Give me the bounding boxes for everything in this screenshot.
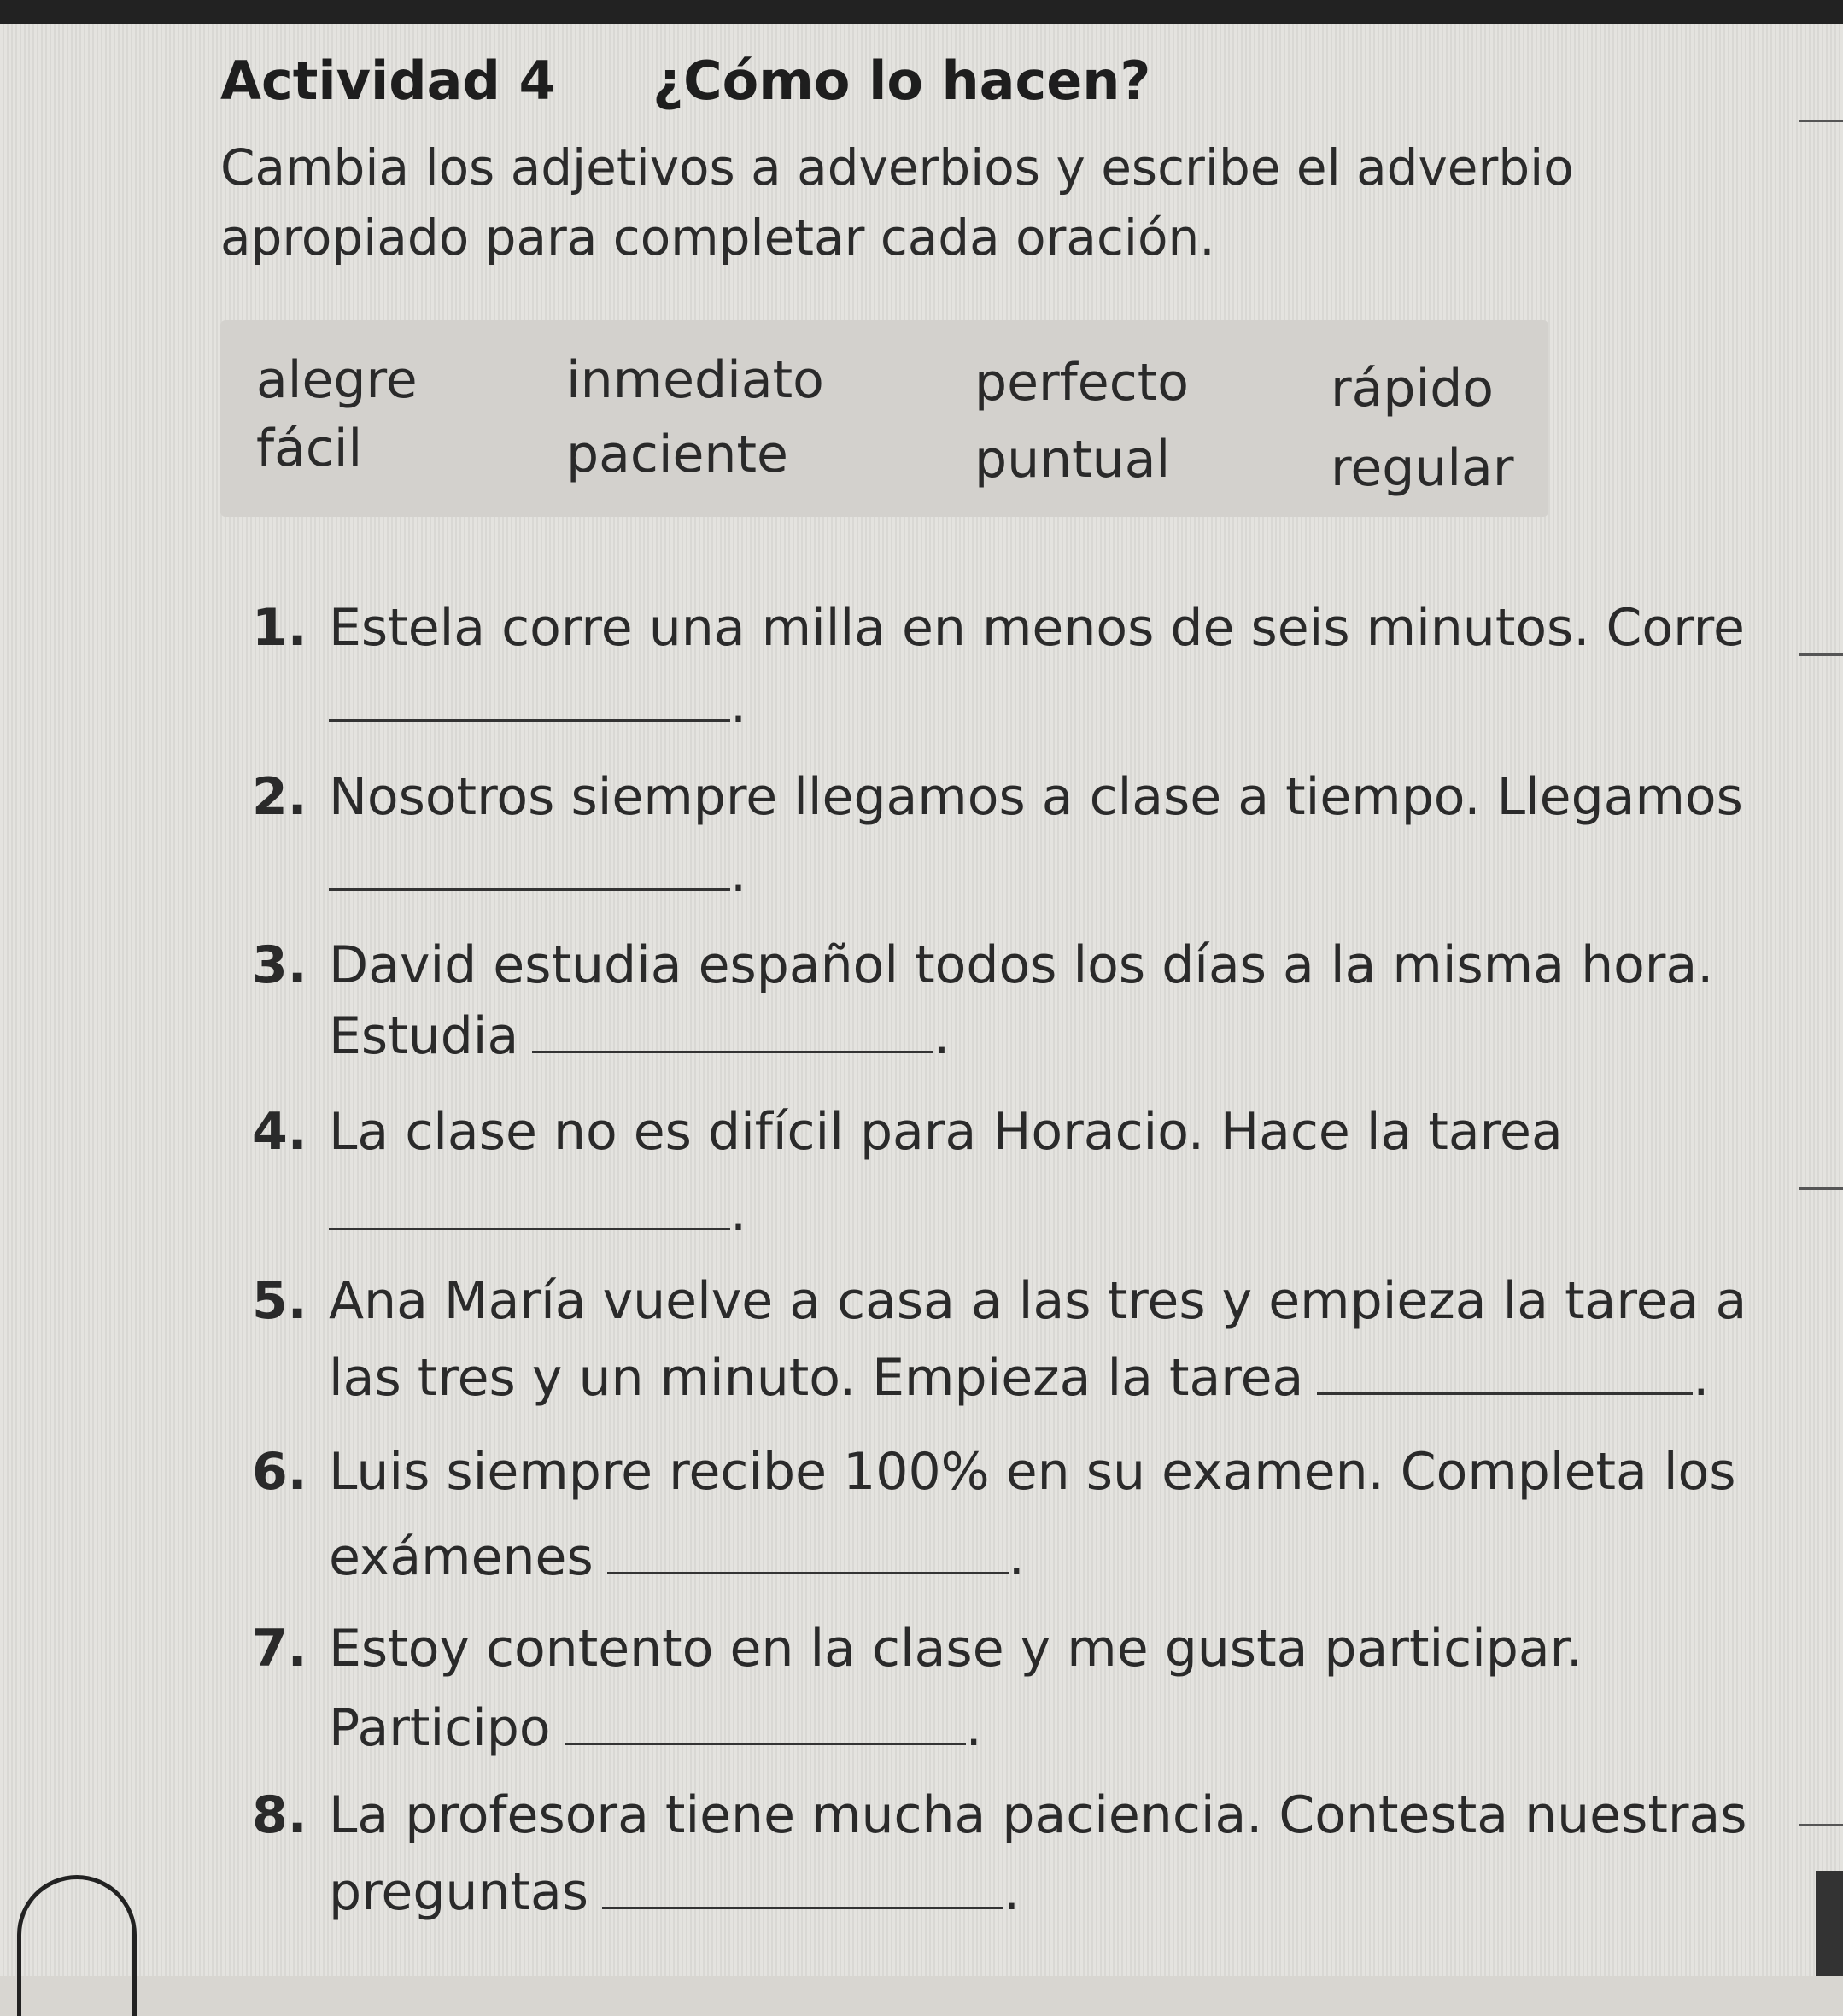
answer-blank[interactable]	[607, 1563, 1009, 1574]
answer-line	[329, 1527, 1025, 1587]
answer-blank[interactable]	[565, 1734, 966, 1745]
list-item	[252, 1442, 1735, 1502]
instructions: Cambia los adjetivos a adverbios y escribe el adverbio apropiado para completar cada oración.	[220, 138, 1574, 267]
margin-mark	[1799, 1824, 1843, 1826]
binding-ring-arc	[17, 1875, 137, 2016]
item-text: Participo	[329, 1698, 551, 1758]
margin-mark	[1799, 1187, 1843, 1190]
word-bank-item: fácil	[256, 419, 363, 478]
item-text: Ana María vuelve a casa a las tres y empieza la tarea a	[329, 1271, 1747, 1331]
item-period: .	[965, 1698, 982, 1758]
item-period: .	[730, 844, 747, 904]
item-period: .	[1008, 1527, 1025, 1587]
item-number: 8.	[252, 1785, 307, 1845]
activity-header	[220, 50, 1150, 112]
item-text: exámenes	[329, 1527, 594, 1587]
list-item	[252, 1785, 1747, 1845]
item-text: las tres y un minuto. Empieza la tarea	[329, 1348, 1304, 1408]
word-bank-item: perfecto	[974, 353, 1189, 413]
answer-line	[329, 675, 746, 735]
list-item	[252, 767, 1743, 827]
list-item	[252, 598, 1745, 658]
margin-mark	[1799, 120, 1843, 122]
item-period: .	[933, 1006, 951, 1066]
margin-mark	[1799, 653, 1843, 656]
item-number: 5.	[252, 1271, 307, 1331]
answer-line	[329, 1183, 746, 1243]
page-edge-block	[1816, 1871, 1843, 1976]
word-bank-item: inmediato	[566, 350, 824, 410]
answer-line	[329, 1006, 950, 1066]
top-edge-shadow	[0, 0, 1843, 24]
answer-line	[329, 1698, 982, 1758]
item-text: Estela corre una milla en menos de seis minutos. Corre	[329, 598, 1745, 658]
word-bank	[220, 320, 1548, 517]
item-text: La clase no es difícil para Horacio. Hace la tarea	[329, 1102, 1563, 1162]
item-number: 6.	[252, 1442, 307, 1502]
answer-blank[interactable]	[602, 1898, 1003, 1909]
item-period: .	[1003, 1862, 1021, 1922]
item-text: Estudia	[329, 1006, 519, 1066]
answer-blank[interactable]	[329, 880, 730, 891]
item-period: .	[730, 1183, 747, 1243]
word-bank-item: alegre	[256, 350, 418, 410]
list-item	[252, 1102, 1563, 1162]
answer-line	[329, 844, 746, 904]
item-number: 4.	[252, 1102, 307, 1162]
word-bank-item: rápido	[1331, 359, 1494, 419]
item-text: preguntas	[329, 1862, 589, 1922]
answer-line	[329, 1862, 1020, 1922]
answer-line	[329, 1348, 1709, 1408]
list-item	[252, 935, 1713, 995]
activity-label: Actividad 4	[220, 50, 556, 112]
activity-title: ¿Cómo lo hacen?	[652, 50, 1151, 112]
item-period: .	[730, 675, 747, 735]
item-text: Nosotros siempre llegamos a clase a tiempo. Llegamos	[329, 767, 1743, 827]
item-text: Estoy contento en la clase y me gusta participar.	[329, 1619, 1583, 1679]
answer-blank[interactable]	[532, 1042, 933, 1053]
item-text: La profesora tiene mucha paciencia. Contesta nuestras	[329, 1785, 1747, 1845]
word-bank-item: regular	[1331, 438, 1514, 498]
item-number: 1.	[252, 598, 307, 658]
list-item	[252, 1271, 1746, 1331]
word-bank-item: puntual	[974, 430, 1171, 489]
item-period: .	[1693, 1348, 1710, 1408]
answer-blank[interactable]	[329, 1219, 730, 1230]
answer-blank[interactable]	[1317, 1384, 1693, 1395]
item-text: David estudia español todos los días a la misma hora.	[329, 935, 1714, 995]
answer-blank[interactable]	[329, 711, 730, 722]
item-number: 3.	[252, 935, 307, 995]
item-text: Luis siempre recibe 100% en su examen. Completa los	[329, 1442, 1736, 1502]
item-number: 7.	[252, 1619, 307, 1679]
word-bank-item: paciente	[566, 425, 788, 484]
item-number: 2.	[252, 767, 307, 827]
list-item	[252, 1619, 1583, 1679]
